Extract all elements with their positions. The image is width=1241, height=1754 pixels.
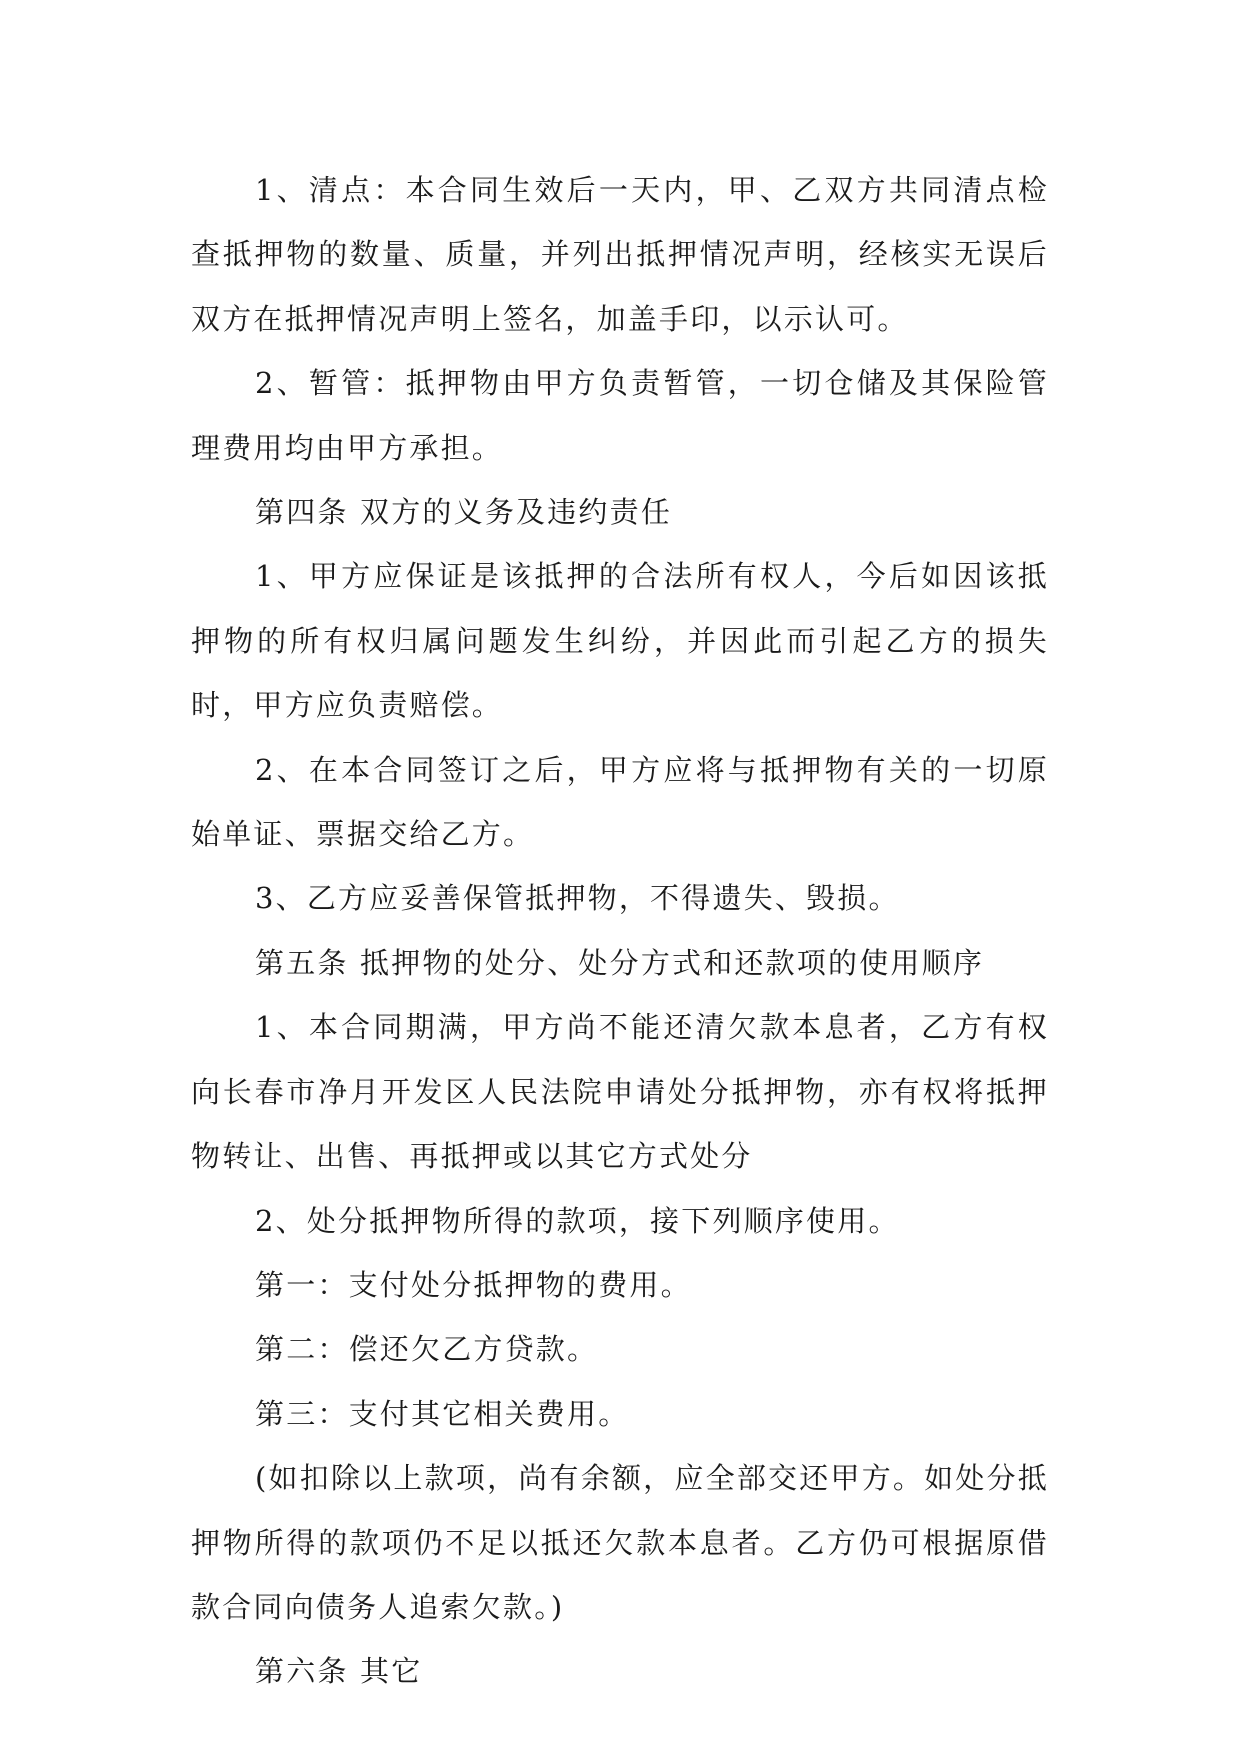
- article-4-clause-2: 2、在本合同签订之后，甲方应将与抵押物有关的一切原始单证、票据交给乙方。: [191, 752, 1049, 852]
- clause-inventory-check: 1、清点：本合同生效后一天内，甲、乙双方共同清点检查抵押物的数量、质量，并列出抵押情况声明，经核实无误后双方在抵押情况声明上签名，加盖手印，以示认可。: [191, 173, 1049, 336]
- order-item-first: 第一：支付处分抵押物的费用。: [255, 1267, 692, 1302]
- article-5-clause-2: 2、处分抵押物所得的款项，接下列顺序使用。: [255, 1203, 900, 1238]
- document-body: [191, 158, 1049, 1704]
- article-5-clause-1: 1、本合同期满，甲方尚不能还清欠款本息者，乙方有权向长春市净月开发区人民法院申请处分抵押物，亦有权将抵押物转让、出售、再抵押或以其它方式处分: [191, 1010, 1049, 1174]
- article-4-clause-3: 3、乙方应妥善保管抵押物，不得遗失、毁损。: [255, 881, 900, 916]
- clause-temporary-custody: 2、暂管：抵押物由甲方负责暂管，一切仓储及其保险管理费用均由甲方承担。: [191, 366, 1049, 465]
- order-item-second: 第二：偿还欠乙方贷款。: [255, 1332, 599, 1367]
- article-5-heading: 第五条 抵押物的处分、处分方式和还款项的使用顺序: [255, 945, 985, 980]
- order-item-third: 第三：支付其它相关费用。: [255, 1396, 630, 1431]
- article-4-heading: 第四条 双方的义务及违约责任: [255, 495, 673, 530]
- article-6-heading: 第六条 其它: [255, 1654, 423, 1689]
- article-4-clause-1: 1、甲方应保证是该抵押的合法所有权人，今后如因该抵押物的所有权归属问题发生纠纷，并因此而引起乙方的损失时，甲方应负责赔偿。: [191, 559, 1049, 723]
- remainder-note: (如扣除以上款项，尚有余额，应全部交还甲方。如处分抵押物所得的款项仍不足以抵还欠款本息者。乙方仍可根据原借款合同向债务人追索欠款。): [191, 1461, 1049, 1624]
